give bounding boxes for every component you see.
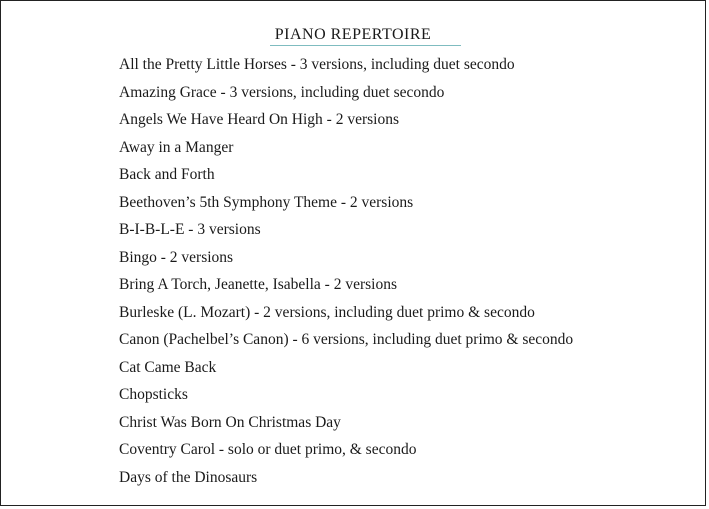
list-item: Beethoven’s 5th Symphony Theme - 2 versions [119,193,414,211]
list-item: Canon (Pachelbel’s Canon) - 6 versions, including duet primo & secondo [119,331,574,348]
list-item: Coventry Carol - solo or duet primo, & secondo [119,441,417,458]
list-item: Chopsticks [119,386,188,403]
list-item: Away in a Manger [119,138,234,156]
title-underline [270,45,461,46]
list-item: Cat Came Back [119,358,217,376]
page-title: PIANO REPERTOIRE [274,26,432,43]
list-item: Bring A Torch, Jeanette, Isabella - 2 versions [119,276,397,293]
list-item: Burleske (L. Mozart) - 2 versions, including duet primo & secondo [119,303,535,321]
list-item: Angels We Have Heard On High - 2 versions [119,111,399,128]
list-item: Days of the Dinosaurs [119,468,258,486]
list-item: B-I-B-L-E - 3 versions [119,221,261,238]
list-item: All the Pretty Little Horses - 3 versions, including duet secondo [119,56,515,73]
list-item: Amazing Grace - 3 versions, including duet secondo [119,83,445,101]
list-item: Christ Was Born On Christmas Day [119,413,341,431]
list-item: Back and Forth [119,166,215,183]
repertoire-list [119,51,573,491]
list-item: Bingo - 2 versions [119,248,234,266]
